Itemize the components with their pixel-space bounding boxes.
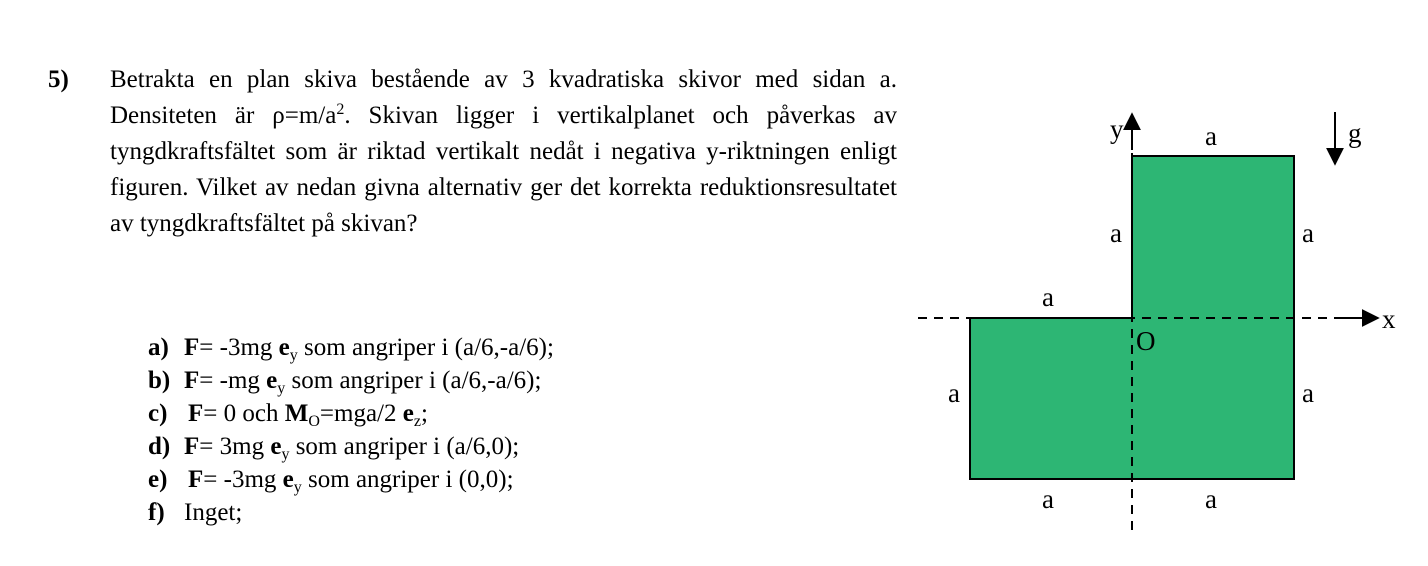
gravity-label: g xyxy=(1348,118,1362,148)
side-label-lower-right: a xyxy=(1302,378,1314,408)
question-number: 5) xyxy=(48,66,69,93)
force-symbol: F xyxy=(188,466,204,493)
unit-vector-subscript: y xyxy=(293,479,302,496)
side-label-upper-right: a xyxy=(1302,218,1314,248)
option-label: b) xyxy=(148,367,171,394)
force-symbol: F xyxy=(184,367,200,394)
unit-vector: e xyxy=(282,466,294,493)
option-text: som angriper i (0,0); xyxy=(301,466,514,493)
option-text: som angriper i (a/6,-a/6); xyxy=(297,334,554,361)
unit-vector: e xyxy=(270,433,282,460)
stem-superscript: 2 xyxy=(336,101,345,118)
unit-vector: e xyxy=(266,367,278,394)
stem-text-1: Betrakta en plan skiva bestående av 3 kvadratiska skivor med sidan a. Densiteten är ρ=m/a xyxy=(110,66,897,129)
force-symbol: F xyxy=(184,433,200,460)
option-text: =mga/2 xyxy=(319,400,403,427)
side-label-upper-left: a xyxy=(1110,218,1122,248)
x-axis-label: x xyxy=(1382,304,1396,334)
unit-vector-subscript: y xyxy=(277,380,286,397)
unit-vector: e xyxy=(402,400,414,427)
option-text: = -mg xyxy=(199,367,267,394)
side-label-bottom-left: a xyxy=(1042,484,1054,514)
moment-symbol: M xyxy=(284,400,309,427)
option-text: = -3mg xyxy=(203,466,283,493)
origin-label: O xyxy=(1136,326,1156,356)
side-label-lower-left: a xyxy=(948,378,960,408)
option-label: c) xyxy=(148,400,168,427)
option-label: f) xyxy=(148,499,165,526)
option-text: = -3mg xyxy=(199,334,279,361)
y-axis-label: y xyxy=(1110,114,1124,144)
option-text: = 0 och xyxy=(203,400,285,427)
unit-vector: e xyxy=(278,334,290,361)
option-label: d) xyxy=(148,433,171,460)
side-label-top: a xyxy=(1205,121,1217,151)
option-text: som angriper i (a/6,0); xyxy=(289,433,520,460)
option-text: = 3mg xyxy=(199,433,271,460)
moment-subscript: O xyxy=(308,413,320,430)
unit-vector-subscript: z xyxy=(413,413,421,430)
unit-vector-subscript: y xyxy=(289,347,298,364)
side-label-middle-top: a xyxy=(1042,282,1054,312)
unit-vector-subscript: y xyxy=(281,446,290,463)
side-label-bottom-right: a xyxy=(1205,484,1217,514)
option-label: e) xyxy=(148,466,168,493)
option-text: ; xyxy=(420,400,428,427)
force-symbol: F xyxy=(184,334,200,361)
option-text: Inget; xyxy=(184,499,243,526)
stem-text-2: . Skivan ligger i vertikalplanet och påverkas av tyngdkraftsfältet som är riktad vertikalt nedåt i negativa y-riktningen enligt figuren. Vilket av nedan givna alternativ ger det korrekta reduktionsresultatet av tyngdkraftsfältet på skivan? xyxy=(110,102,897,237)
force-symbol: F xyxy=(188,400,204,427)
option-text: som angriper i (a/6,-a/6); xyxy=(285,367,542,394)
option-label: a) xyxy=(148,334,169,361)
